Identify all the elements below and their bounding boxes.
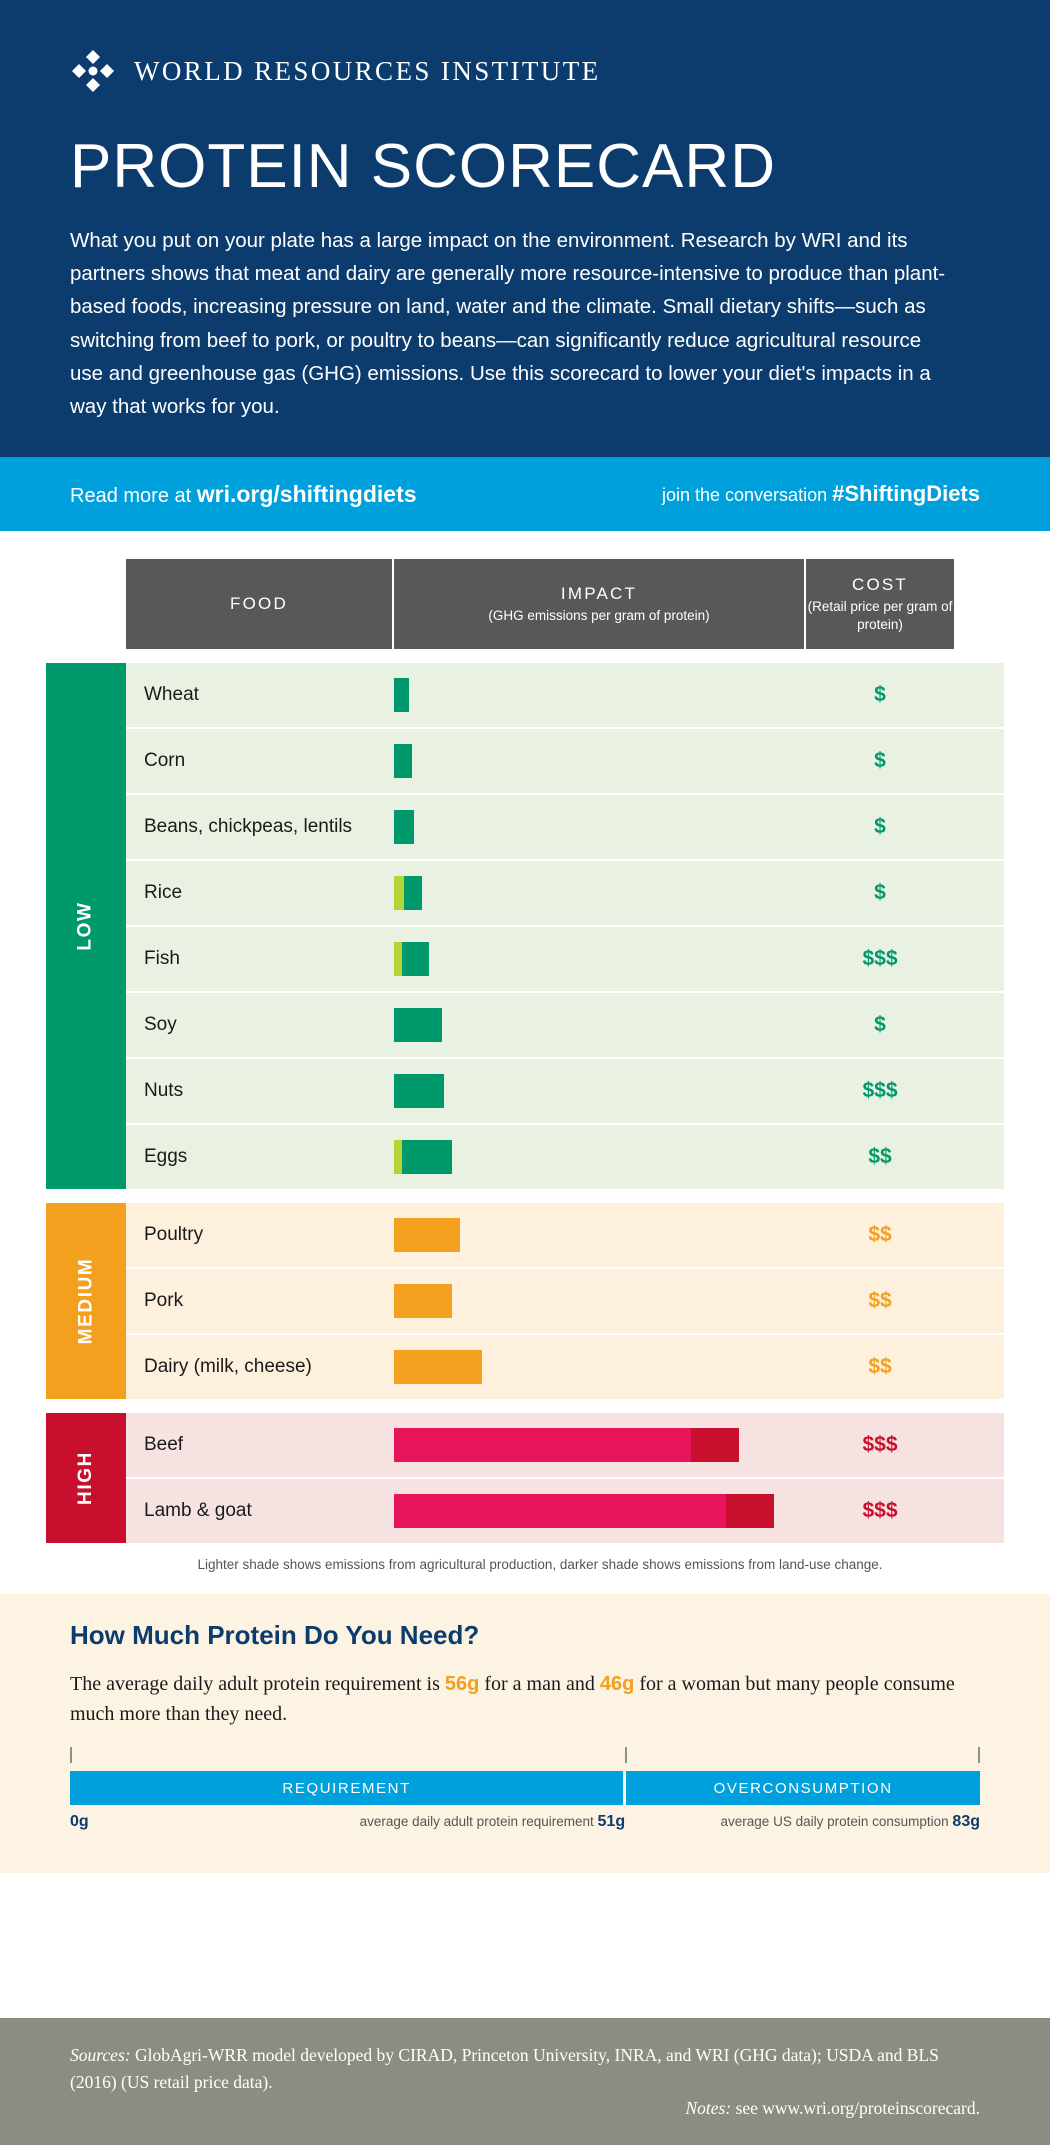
bar [394, 678, 409, 712]
scale-label-mid [360, 1813, 625, 1831]
group-list [46, 663, 1004, 1543]
scale-label-mid-text: average daily adult protein requirement [359, 1814, 598, 1830]
cell-impact-bar [394, 1125, 806, 1189]
scale-tick-start [70, 1747, 72, 1763]
cell-food-name: Rice [144, 882, 183, 904]
bar [394, 1218, 460, 1252]
group-label-medium [46, 1203, 126, 1399]
column-header-impact-sub: (GHG emissions per gram of protein) [488, 607, 710, 623]
cell-food-name: Poultry [144, 1224, 204, 1246]
table-row [126, 1269, 1004, 1333]
bar-segment-landuse [394, 1428, 691, 1462]
cell-cost-value: $$ [868, 1289, 892, 1313]
column-header-food-label: FOOD [230, 594, 288, 614]
bar [394, 1494, 774, 1528]
group-rows [126, 1203, 1004, 1399]
cell-impact-bar [394, 729, 806, 793]
scale-tick-mid [625, 1747, 627, 1763]
column-header-cost-sub: (Retail price per gram of protein) [807, 599, 953, 632]
column-header-impact-label: IMPACT [560, 583, 638, 603]
cell-impact-bar [394, 1059, 806, 1123]
cell-cost-value: $ [874, 1013, 886, 1037]
bar [394, 1428, 739, 1462]
table-row [126, 1413, 1004, 1477]
scale-bar [70, 1771, 980, 1805]
cell-cost-value: $ [874, 815, 886, 839]
bar [394, 1140, 452, 1174]
bar [394, 1350, 482, 1384]
bar [394, 942, 429, 976]
cell-food-name: Lamb & goat [144, 1500, 252, 1522]
scale-ticks [70, 1755, 980, 1771]
scale-label-end [721, 1813, 980, 1831]
cell-cost-value: $$$ [862, 1433, 898, 1457]
read-more-label: Read more at [70, 484, 197, 507]
table-row [126, 927, 1004, 991]
scale-labels [70, 1813, 980, 1839]
bar-segment-landuse [394, 1140, 402, 1174]
impact-group-high [46, 1413, 1004, 1543]
cell-cost-value: $ [874, 749, 886, 773]
org-name: WORLD RESOURCES INSTITUTE [134, 55, 601, 86]
bar-segment-production [402, 942, 430, 976]
impact-group-low [46, 663, 1004, 1189]
cell-impact-bar [394, 993, 806, 1057]
column-header-cost [806, 559, 954, 649]
scale-segment-overconsumption: OVERCONSUMPTION [626, 1771, 980, 1805]
bar-segment-production [394, 1350, 482, 1384]
group-label-text: HIGH [75, 1451, 96, 1506]
column-header-cost-label: COST [851, 575, 909, 595]
wri-link[interactable]: wri.org/shiftingdiets [196, 480, 417, 507]
protein-need-text [70, 1669, 980, 1729]
cell-impact-bar [394, 795, 806, 859]
hashtag-link[interactable]: #ShiftingDiets [832, 481, 980, 507]
cell-impact-bar [394, 1413, 806, 1477]
bar-segment-production [394, 744, 412, 778]
cell-impact-bar [394, 1335, 806, 1399]
protein-value-man: 56g [444, 1673, 480, 1696]
footer-sources [70, 2042, 980, 2095]
bar [394, 876, 422, 910]
read-more-block [70, 481, 417, 508]
cell-food-name: Soy [144, 1014, 177, 1036]
protein-text-part2: for a man and [479, 1673, 600, 1696]
table-row [126, 795, 1004, 859]
bar-segment-production [691, 1428, 739, 1462]
column-header-food [126, 559, 394, 649]
bar-segment-production [394, 1284, 452, 1318]
bar-segment-production [394, 1008, 442, 1042]
bar-segment-production [404, 876, 422, 910]
scorecard-table [0, 531, 1050, 1572]
bar-segment-landuse [394, 942, 402, 976]
wri-logo-icon [70, 48, 116, 94]
column-header-impact [394, 559, 806, 649]
table-row [126, 1125, 1004, 1189]
bar [394, 810, 414, 844]
group-rows [126, 663, 1004, 1189]
cell-cost-value: $$$ [862, 1079, 898, 1103]
table-row [126, 729, 1004, 793]
bar-segment-landuse [394, 876, 404, 910]
cell-impact-bar [394, 927, 806, 991]
table-row [126, 663, 1004, 727]
impact-group-medium [46, 1203, 1004, 1399]
promo-bar [0, 457, 1050, 531]
cell-impact-bar [394, 1479, 806, 1543]
group-label-text: MEDIUM [75, 1257, 96, 1345]
bar-segment-production [726, 1494, 774, 1528]
table-row [126, 1479, 1004, 1543]
cell-cost-value: $ [874, 683, 886, 707]
table-row [126, 1203, 1004, 1267]
footer-notes-text: see www.wri.org/proteinscorecard. [731, 2097, 980, 2118]
protein-need-section [0, 1594, 1050, 1873]
group-label-text: LOW [75, 901, 96, 951]
group-label-high [46, 1413, 126, 1543]
cell-impact-bar [394, 1203, 806, 1267]
bar-segment-production [394, 1218, 460, 1252]
bar-segment-production [394, 678, 409, 712]
scale-label-end-text: average US daily protein consumption [720, 1814, 953, 1830]
intro-paragraph: What you put on your plate has a large impact on the environment. Research by WRI and its partners shows that meat and dairy are generally more resource-intensive to produce than plant-based foods, increasing pressure on land, water and the climate. Small dietary shifts—such as switching from beef to pork, or poultry to beans—can significantly reduce agricultural resource use and greenhouse gas (GHG) emissions. Use this scorecard to lower your diet's impacts in a way that works for you. [70, 229, 946, 419]
cell-food-name: Beef [144, 1434, 184, 1456]
conversation-label: join the conversation [661, 485, 833, 506]
cell-food-name: Eggs [144, 1146, 188, 1168]
cell-food-name: Fish [144, 948, 180, 970]
table-row [126, 993, 1004, 1057]
chart-footnote: Lighter shade shows emissions from agricultural production, darker shade shows emissions from land-use change. [197, 1557, 883, 1573]
scale-label-start [70, 1813, 89, 1831]
cell-food-name: Wheat [144, 684, 199, 706]
logo-row [70, 48, 980, 94]
cell-food-name: Dairy (milk, cheese) [144, 1356, 312, 1378]
bar [394, 1008, 442, 1042]
footer-notes-label: Notes: [685, 2097, 732, 2118]
cell-food-name: Pork [144, 1290, 184, 1312]
cell-cost-value: $$ [868, 1145, 892, 1169]
protein-text-part1: The average daily adult protein requirement is [70, 1673, 445, 1696]
cell-impact-bar [394, 861, 806, 925]
scale-label-end-value: 83g [952, 1813, 980, 1831]
scale-segment-requirement: REQUIREMENT [70, 1771, 626, 1805]
scale-label-start-value: 0g [70, 1813, 89, 1831]
cell-food-name: Beans, chickpeas, lentils [144, 816, 353, 838]
footer [0, 2018, 1050, 2145]
footer-sources-label: Sources: [70, 2045, 131, 2066]
cell-food-name: Nuts [144, 1080, 184, 1102]
protein-scale [70, 1755, 980, 1839]
protein-value-woman: 46g [599, 1673, 635, 1696]
protein-text-part3: for a woman but many people consume much more than they need. [70, 1673, 955, 1726]
cell-cost-value: $$ [868, 1355, 892, 1379]
bar-segment-landuse [394, 1494, 726, 1528]
cell-cost-value: $ [874, 881, 886, 905]
cell-cost-value: $$ [868, 1223, 892, 1247]
bar-segment-production [394, 1074, 444, 1108]
cell-cost-value: $$$ [862, 947, 898, 971]
bar [394, 744, 412, 778]
cell-impact-bar [394, 1269, 806, 1333]
table-row [126, 1059, 1004, 1123]
scale-tick-end [978, 1747, 980, 1763]
footer-notes [685, 2095, 980, 2121]
bar [394, 1284, 452, 1318]
cell-cost-value: $$$ [862, 1499, 898, 1523]
table-row [126, 1335, 1004, 1399]
table-header-row [126, 559, 1004, 649]
cell-impact-bar [394, 663, 806, 727]
table-row [126, 861, 1004, 925]
footer-sources-text: GlobAgri-WRR model developed by CIRAD, Princeton University, INRA, and WRI (GHG data); USDA and BLS (2016) (US retail price data). [70, 2045, 939, 2092]
bar [394, 1074, 444, 1108]
scale-label-mid-value: 51g [597, 1813, 626, 1831]
group-label-low [46, 663, 126, 1189]
bar-segment-production [402, 1140, 452, 1174]
page-title: PROTEIN SCORECARD [70, 132, 776, 201]
cell-food-name: Corn [144, 750, 186, 772]
bar-segment-production [394, 810, 414, 844]
conversation-block [662, 481, 980, 507]
header [0, 0, 1050, 457]
footer-notes-row [70, 2095, 980, 2121]
protein-need-title: How Much Protein Do You Need? [70, 1620, 480, 1651]
group-rows [126, 1413, 1004, 1543]
